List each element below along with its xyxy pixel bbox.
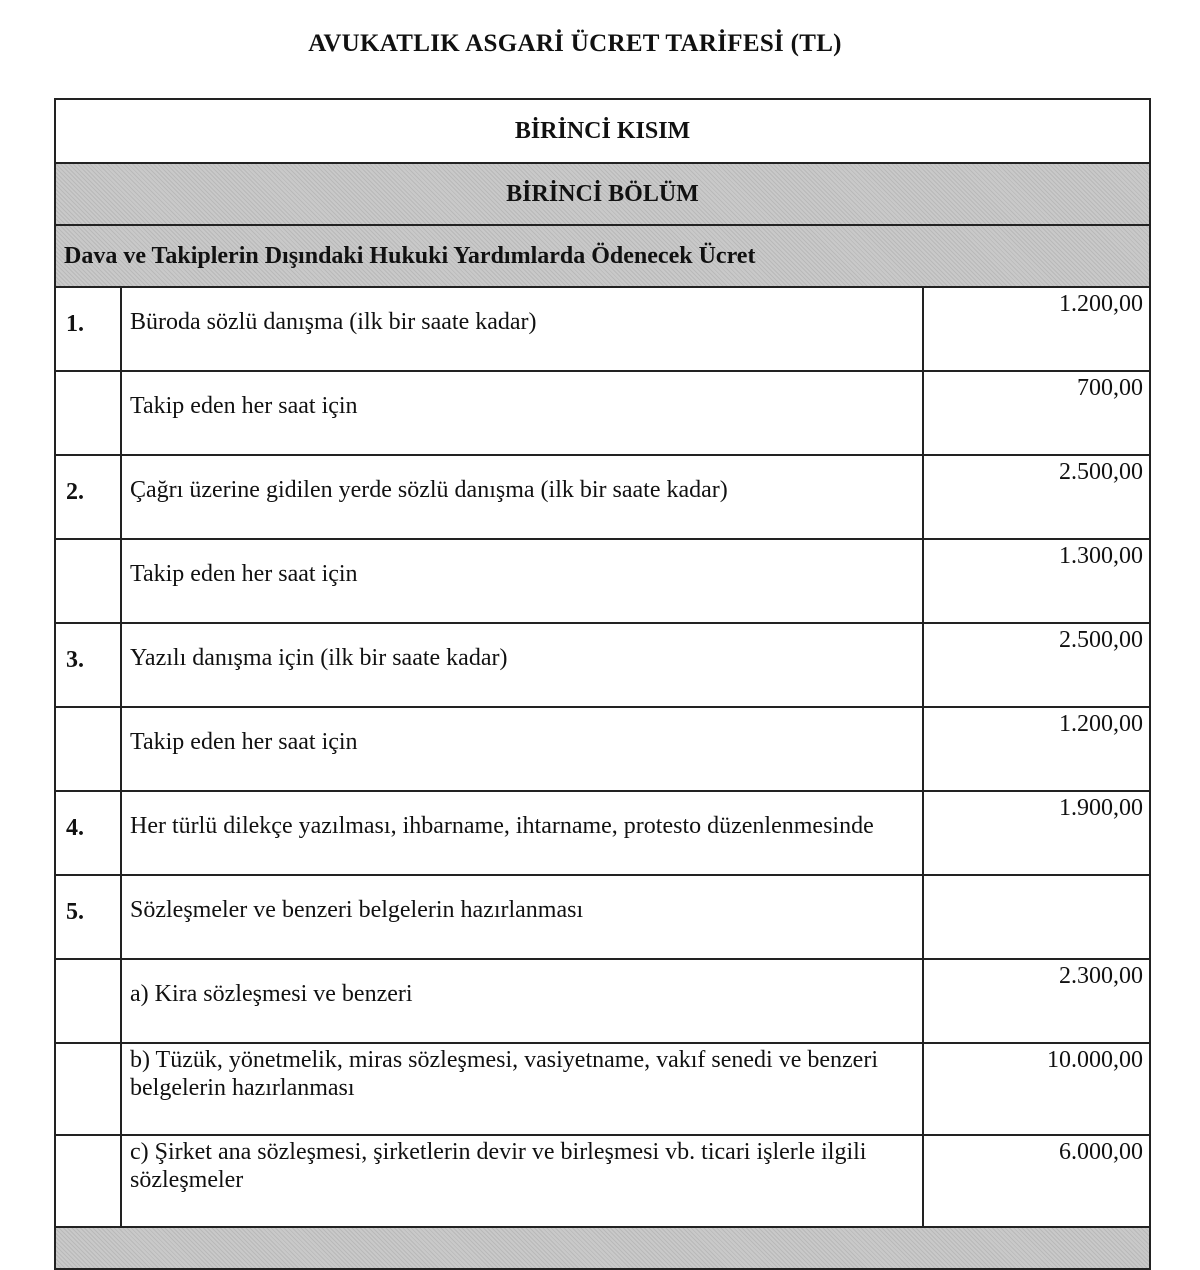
part-heading: BİRİNCİ KISIM (55, 99, 1150, 163)
item-number (55, 707, 121, 791)
item-description: Sözleşmeler ve benzeri belgelerin hazırlanması (121, 875, 923, 959)
chapter-heading: BİRİNCİ BÖLÜM (55, 163, 1150, 225)
table-row (55, 371, 1150, 455)
next-section-band (55, 1227, 1150, 1269)
table-row (55, 287, 1150, 371)
item-description: c) Şirket ana sözleşmesi, şirketlerin devir ve birleşmesi vb. ticari işlerle ilgili sözleşmeler (121, 1135, 923, 1227)
table-row (55, 1135, 1150, 1227)
table-row (55, 707, 1150, 791)
table-row (55, 959, 1150, 1043)
section-header-row (55, 225, 1150, 287)
table-row (55, 791, 1150, 875)
item-amount: 1.200,00 (923, 287, 1150, 371)
item-amount: 700,00 (923, 371, 1150, 455)
section-heading: Dava ve Takiplerin Dışındaki Hukuki Yardımlarda Ödenecek Ücret (55, 225, 1150, 287)
item-number (55, 1135, 121, 1227)
table-row (55, 875, 1150, 959)
item-amount (923, 875, 1150, 959)
table-row (55, 1043, 1150, 1135)
item-number (55, 959, 121, 1043)
item-number: 3. (55, 623, 121, 707)
chapter-header-row (55, 163, 1150, 225)
document-title: AVUKATLIK ASGARİ ÜCRET TARİFESİ (TL) (308, 30, 842, 57)
item-number: 5. (55, 875, 121, 959)
table-row (55, 455, 1150, 539)
item-amount: 2.500,00 (923, 455, 1150, 539)
item-amount: 2.500,00 (923, 623, 1150, 707)
item-description: Takip eden her saat için (121, 371, 923, 455)
tariff-table (54, 98, 1151, 1270)
item-description: Takip eden her saat için (121, 539, 923, 623)
next-section-heading (55, 1227, 1150, 1269)
part-header-row (55, 99, 1150, 163)
table-row (55, 623, 1150, 707)
item-amount: 1.200,00 (923, 707, 1150, 791)
item-number: 1. (55, 287, 121, 371)
item-description: a) Kira sözleşmesi ve benzeri (121, 959, 923, 1043)
item-description: Büroda sözlü danışma (ilk bir saate kadar) (121, 287, 923, 371)
item-amount: 1.900,00 (923, 791, 1150, 875)
item-number (55, 371, 121, 455)
item-number: 2. (55, 455, 121, 539)
item-description: Yazılı danışma için (ilk bir saate kadar) (121, 623, 923, 707)
table-row (55, 539, 1150, 623)
item-number (55, 539, 121, 623)
item-number (55, 1043, 121, 1135)
item-amount: 10.000,00 (923, 1043, 1150, 1135)
item-description: b) Tüzük, yönetmelik, miras sözleşmesi, vasiyetname, vakıf senedi ve benzeri belgelerin hazırlanması (121, 1043, 923, 1135)
item-description: Her türlü dilekçe yazılması, ihbarname, ihtarname, protesto düzenlenmesinde (121, 791, 923, 875)
item-description: Çağrı üzerine gidilen yerde sözlü danışma (ilk bir saate kadar) (121, 455, 923, 539)
item-description: Takip eden her saat için (121, 707, 923, 791)
item-amount: 1.300,00 (923, 539, 1150, 623)
item-amount: 2.300,00 (923, 959, 1150, 1043)
item-number: 4. (55, 791, 121, 875)
item-amount: 6.000,00 (923, 1135, 1150, 1227)
